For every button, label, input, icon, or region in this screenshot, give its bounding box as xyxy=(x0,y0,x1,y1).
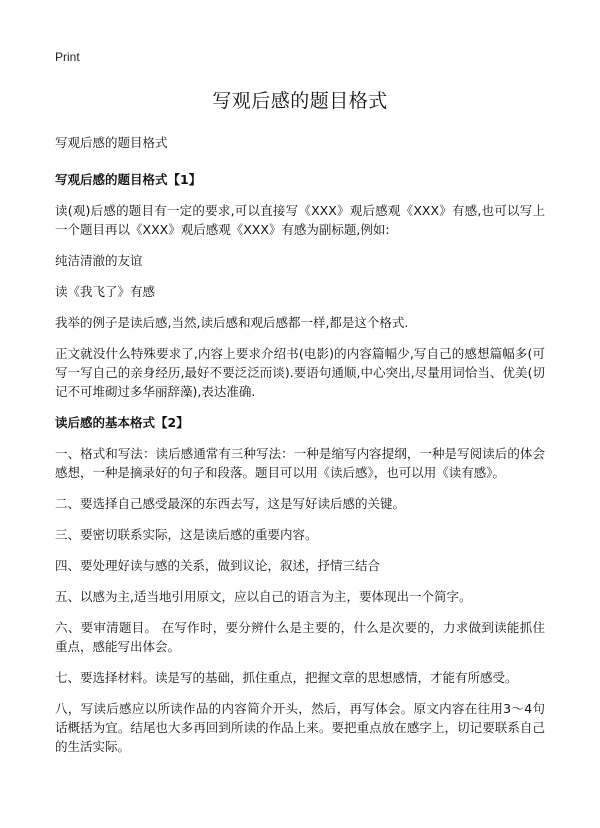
paragraph: 三、要密切联系实际，这是读后感的重要内容。 xyxy=(55,527,318,542)
paragraph: 读(观)后感的题目有一定的要求,可以直接写《XXX》观后感观《XXX》有感,也可以写上一个题目再以《XXX》观后感观《XXX》有感为副标题,例如: xyxy=(55,203,545,237)
paragraph: 读《我飞了》有感 xyxy=(55,284,156,299)
paragraph: 八，写读后感应以所读作品的内容简介开头，然后，再写体会。原文内容在往用3～4句话概括为宜。结尾也大多再回到所读的作品上来。要把重点放在感字上，切记要联系自己的生活实际。 xyxy=(55,701,545,754)
page-title: 写观后感的题目格式 xyxy=(212,90,388,112)
paragraph: 我举的例子是读后感,当然,读后感和观后感都一样,都是这个格式. xyxy=(55,315,409,330)
paragraph: 正文就没什么特殊要求了,内容上要求介绍书(电影)的内容篇幅少,写自己的感想篇幅多(可写一写自己的亲身经历,最好不要泛泛而谈).要语句通顺,中心突出,尽量用词恰当、优美(切记不可堆砌过多华丽辞藻),表达准确. xyxy=(55,346,545,399)
section-heading: 写观后感的题目格式【1】 xyxy=(55,172,202,187)
paragraph: 七、要选择材料。读是写的基础，抓住重点，把握文章的思想感情，才能有所感受。 xyxy=(55,670,518,685)
paragraph: 六、要审清题目。 在写作时，要分辨什么是主要的，什么是次要的，力求做到读能抓住重点，感能写出体会。 xyxy=(55,620,545,654)
paragraph: 四、要处理好读与感的关系，做到议论，叙述，抒情三结合 xyxy=(55,558,381,573)
section-title-format xyxy=(55,170,545,401)
section-basic-format xyxy=(55,413,545,756)
paragraph: 一、格式和写法：读后感通常有三种写法：一种是缩写内容提纲，一种是写阅读后的体会感想，一种是摘录好的句子和段落。题目可以用《读后感》，也可以用《读有感》。 xyxy=(55,446,545,480)
paragraph: 二、要选择自己感受最深的东西去写，这是写好读后感的关键。 xyxy=(55,496,406,511)
section-heading: 读后感的基本格式【2】 xyxy=(55,415,189,430)
paragraph: 纯洁清澈的友谊 xyxy=(55,253,143,268)
document-subtitle: 写观后感的题目格式 xyxy=(55,135,168,150)
paragraph: 五、以感为主,适当地引用原文，应以自己的语言为主，要体现出一个简字。 xyxy=(55,589,472,604)
print-link[interactable]: Print xyxy=(55,50,80,64)
